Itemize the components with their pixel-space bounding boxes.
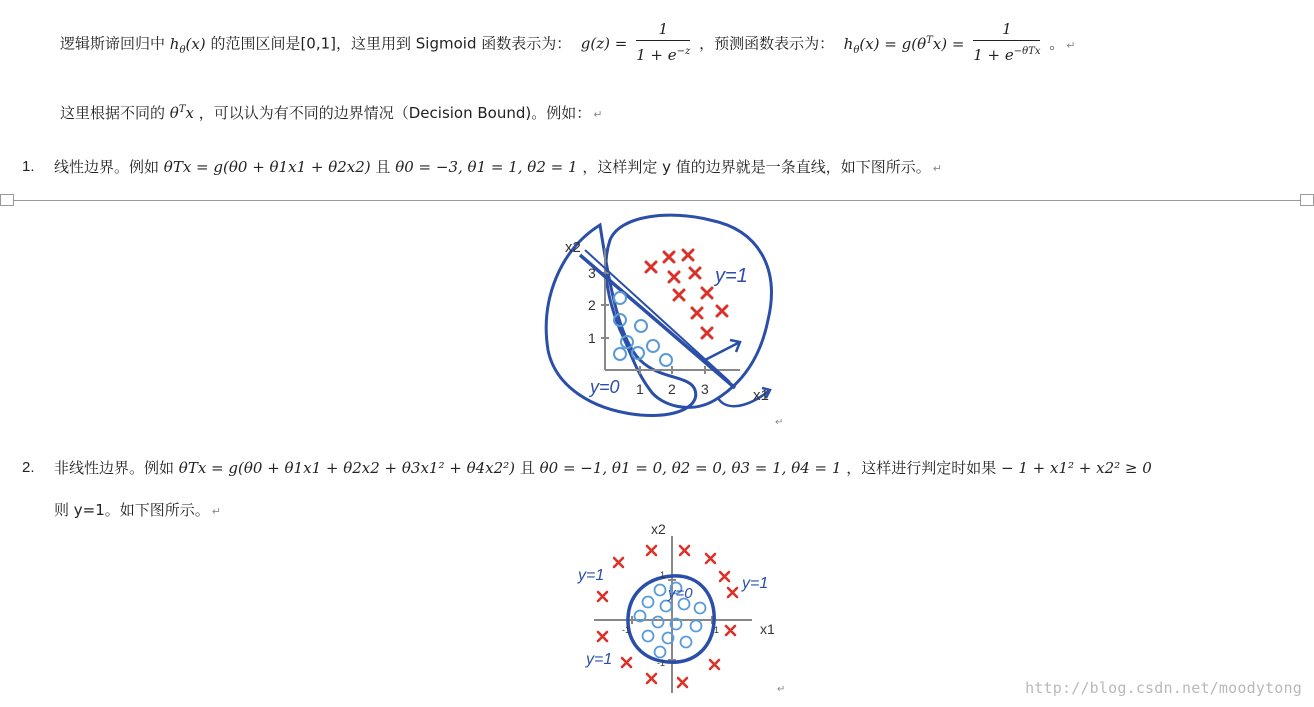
- region-label-y0: y=0: [668, 585, 693, 602]
- figure-linear-boundary: [540, 210, 790, 428]
- class-1-points: [598, 546, 737, 687]
- text-lead: 这里根据不同的: [60, 104, 166, 122]
- svg-text:↵: ↵: [777, 684, 786, 695]
- text-lead: 非线性边界。例如: [54, 459, 175, 477]
- tick-y-neg: -1: [657, 658, 666, 668]
- tick-x-2: 2: [668, 381, 676, 397]
- text-mid: 且: [375, 158, 391, 176]
- decision-boundary-line: [580, 255, 735, 388]
- text-line2: 则 y=1。如下图所示。: [54, 501, 210, 519]
- divider-cap-right: [1300, 194, 1314, 206]
- region-label-y1: y=1: [715, 265, 748, 287]
- list-number-2: 2.: [22, 459, 35, 476]
- formula-nonlinear: θTx = g(θ0 + θ1x1 + θ2x2 + θ3x1² + θ4x2²): [178, 459, 516, 477]
- watermark: http://blog.csdn.net/moodytong: [1025, 679, 1302, 697]
- class-1-points: [646, 250, 727, 338]
- text-mid: 的范围区间是[0,1]，这里用到 Sigmoid 函数表示为：: [210, 34, 572, 53]
- text-tail: ，这样进行判定时如果: [846, 459, 997, 477]
- list-item-nonlinear: [54, 457, 1152, 479]
- formula-nonlinear-params: θ0 = −1, θ1 = 0, θ2 = 0, θ3 = 1, θ4 = 1: [539, 459, 842, 477]
- return-mark: ↵: [593, 108, 603, 121]
- region-y1-outline: [606, 215, 772, 407]
- svg-text:↵: ↵: [775, 417, 784, 428]
- text-tail: ，这样判定 y 值的边界就是一条直线，如下图所示。: [582, 158, 931, 176]
- list-item-nonlinear-line2: [54, 499, 221, 523]
- divider-cap-left: [0, 194, 14, 206]
- formula-theta-t-x: $\theta^Tx$: [169, 104, 194, 122]
- region-label-y1-left: y=1: [578, 567, 605, 584]
- axis-label-x2: x2: [651, 521, 666, 537]
- paragraph-sigmoid: [60, 22, 1076, 66]
- region-label-y1-bottom: y=1: [586, 651, 613, 668]
- tick-x-1: 1: [636, 381, 644, 397]
- fraction-numerator: 1: [636, 20, 690, 41]
- text-end: 。: [1049, 34, 1065, 53]
- axis-label-x2: x2: [565, 239, 581, 256]
- formula-h-theta: $h_\theta(x)$: [169, 34, 206, 56]
- fraction-numerator-2: 1: [973, 20, 1040, 41]
- text-lead: 逻辑斯谛回归中: [60, 34, 166, 53]
- page-divider: [0, 200, 1314, 201]
- tick-y-2: 2: [588, 297, 596, 313]
- return-mark: ↵: [1066, 38, 1076, 52]
- text-mid2: ，预测函数表示为：: [699, 34, 835, 53]
- axis-label-x1: x1: [760, 621, 775, 637]
- return-mark: ↵: [211, 505, 221, 518]
- formula-condition: − 1 + x1² + x2² ≥ 0: [1001, 459, 1152, 477]
- list-number-1: 1.: [22, 158, 35, 175]
- tick-x-3: 3: [701, 381, 709, 397]
- fraction-denominator: $1 + e^{-z}$: [636, 46, 691, 64]
- formula-hx: $h_\theta(x) = g(\theta^Tx)$ =: [843, 34, 965, 56]
- region-label-y1-right: y=1: [742, 575, 769, 592]
- tick-x-neg: -1: [622, 625, 631, 635]
- text-mid: 且: [519, 459, 535, 477]
- figure-nonlinear-boundary: [572, 518, 792, 698]
- formula-gz: g(z) =: [580, 34, 628, 53]
- paragraph-decision-bound: [60, 99, 602, 126]
- formula-linear-params: θ0 = −3, θ1 = 1, θ2 = 1: [395, 158, 578, 176]
- tick-y-3: 3: [588, 265, 596, 281]
- region-label-y0: y=0: [590, 377, 620, 397]
- text-lead: 线性边界。例如: [54, 158, 160, 176]
- fraction-prediction: [973, 20, 1040, 64]
- axis-label-x1: x1: [753, 387, 769, 404]
- tick-y-1: 1: [588, 330, 596, 346]
- fraction-denominator-2: $1 + e^{-\theta Tx}$: [973, 46, 1041, 64]
- fraction-sigmoid: [636, 20, 690, 64]
- tick-x-pos: 1: [714, 625, 720, 635]
- return-mark: ↵: [932, 162, 942, 175]
- list-item-linear: [54, 156, 942, 180]
- tick-y-pos: 1: [660, 570, 666, 580]
- formula-linear: θTx = g(θ0 + θ1x1 + θ2x2): [163, 158, 371, 176]
- text-tail: ，可以认为有不同的边界情况（Decision Bound)。例如：: [198, 104, 592, 122]
